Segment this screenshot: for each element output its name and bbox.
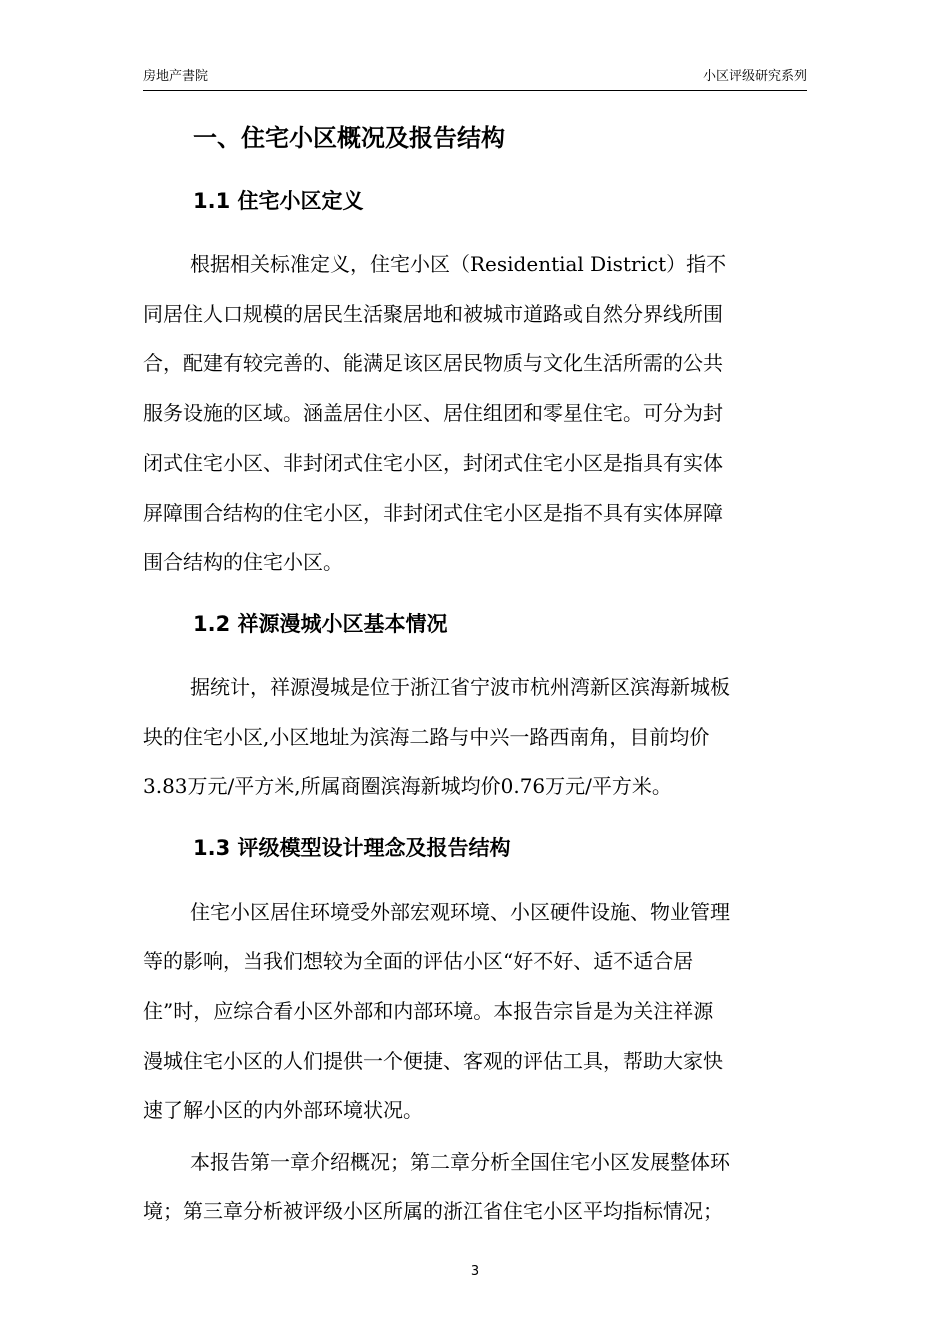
paragraph-line: 据统计，祥源漫城是位于浙江省宁波市杭州湾新区滨海新城板 (190, 675, 730, 699)
paragraph-line: 住宅小区居住环境受外部宏观环境、小区硬件设施、物业管理 (190, 900, 730, 924)
section-title-1-2: 1.2 祥源漫城小区基本情况 (193, 612, 448, 636)
paragraph-line: 闭式住宅小区、非封闭式住宅小区，封闭式住宅小区是指具有实体 (143, 451, 723, 475)
paragraph-line: 速了解小区的内外部环境状况。 (143, 1098, 423, 1122)
paragraph-line: 同居住人口规模的居民生活聚居地和被城市道路或自然分界线所围 (143, 302, 723, 326)
paragraph-line: 3.83万元/平方米,所属商圈滨海新城均价0.76万元/平方米。 (143, 774, 672, 798)
page-number: 3 (470, 1264, 480, 1279)
paragraph-line: 境；第三章分析被评级小区所属的浙江省住宅小区平均指标情况； (143, 1199, 723, 1223)
chapter-title: 一、住宅小区概况及报告结构 (193, 124, 505, 152)
paragraph-line: 围合结构的住宅小区。 (143, 550, 343, 574)
paragraph-line: 合，配建有较完善的、能满足该区居民物质与文化生活所需的公共 (143, 351, 723, 375)
paragraph-line: 屏障围合结构的住宅小区，非封闭式住宅小区是指不具有实体屏障 (143, 501, 723, 525)
header-publisher: 房地产書院 (143, 69, 209, 84)
paragraph-line: 块的住宅小区,小区地址为滨海二路与中兴一路西南角，目前均价 (143, 725, 710, 749)
paragraph-line: 服务设施的区域。涵盖居住小区、居住组团和零星住宅。可分为封 (143, 401, 723, 425)
section-title-1-3: 1.3 评级模型设计理念及报告结构 (193, 836, 511, 860)
paragraph-line: 根据相关标准定义，住宅小区（Residential District）指不 (190, 252, 727, 276)
paragraph-line: 漫城住宅小区的人们提供一个便捷、客观的评估工具，帮助大家快 (143, 1049, 723, 1073)
paragraph-line: 本报告第一章介绍概况；第二章分析全国住宅小区发展整体环 (190, 1150, 730, 1174)
section-title-1-1: 1.1 住宅小区定义 (193, 189, 364, 213)
paragraph-line: 住”时，应综合看小区外部和内部环境。本报告宗旨是为关注祥源 (143, 999, 714, 1023)
page-header (143, 66, 807, 91)
paragraph-line: 等的影响，当我们想较为全面的评估小区“好不好、适不适合居 (143, 949, 694, 973)
header-series-title: 小区评级研究系列 (702, 69, 807, 84)
